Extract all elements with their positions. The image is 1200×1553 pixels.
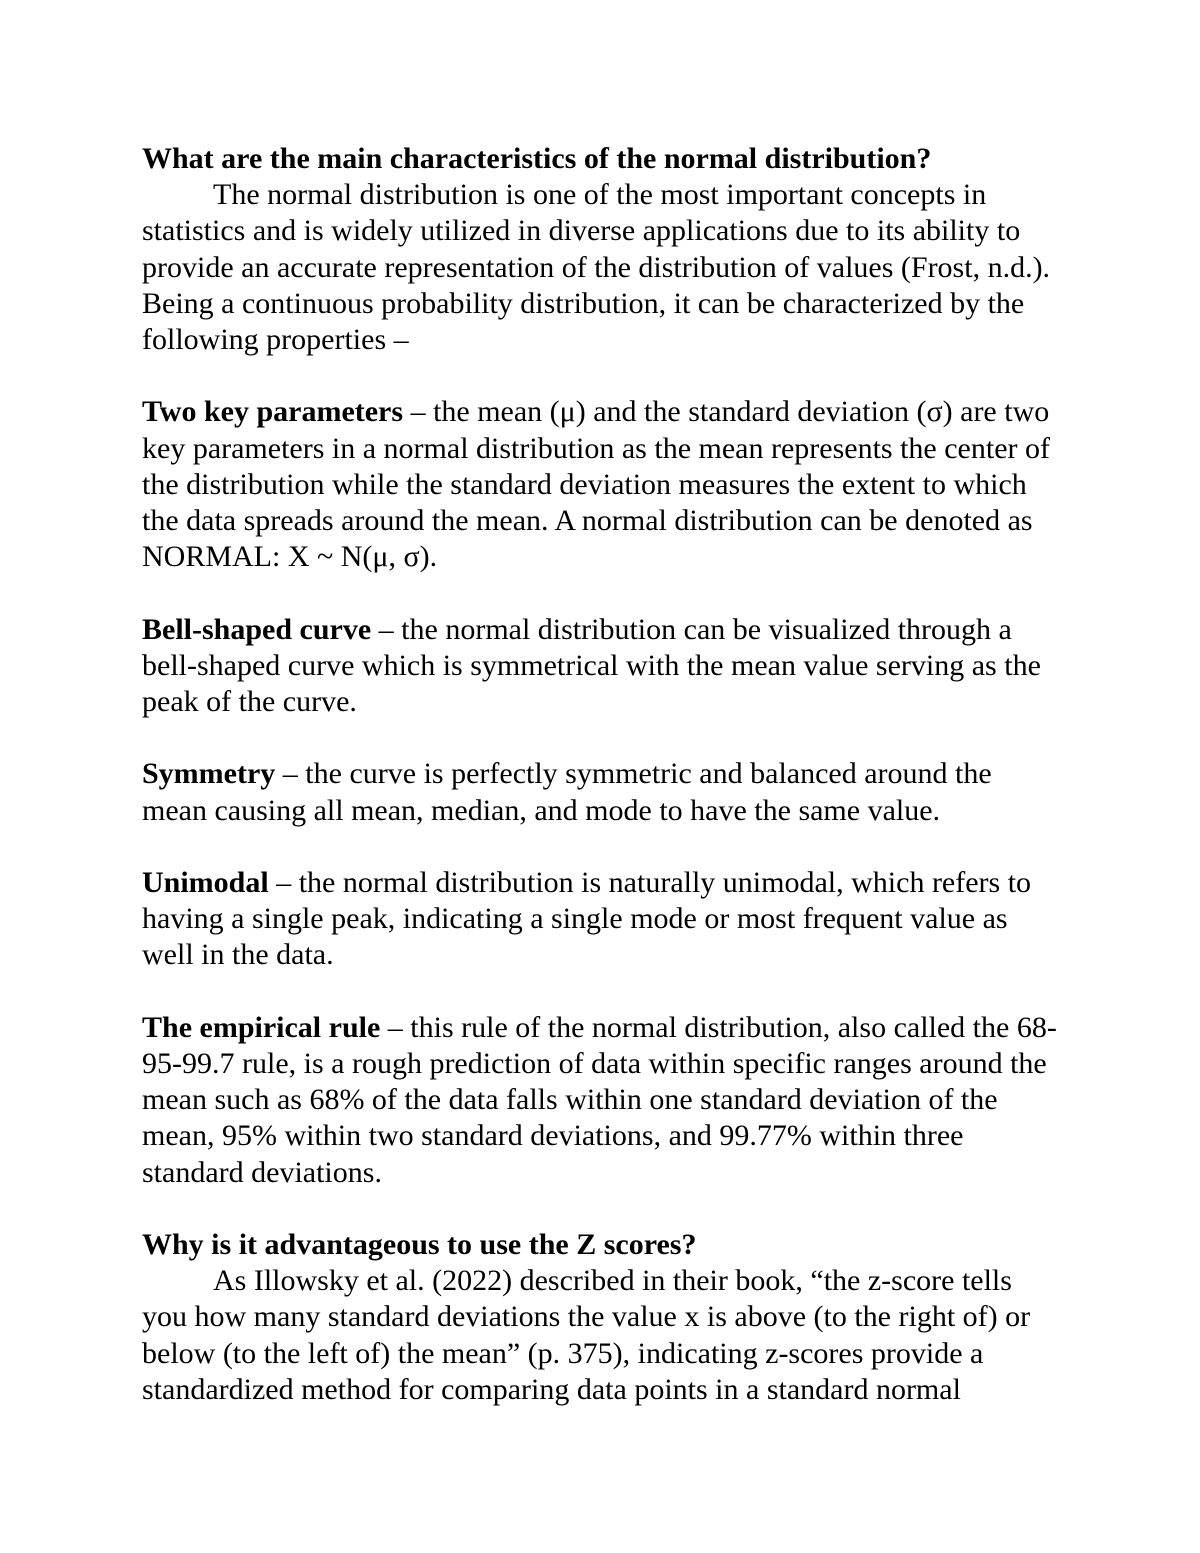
paragraph-spacer (142, 829, 1062, 865)
property-paragraph-empirical-rule (142, 1010, 1062, 1191)
property-text: – the normal distribution is naturally unimodal, which refers to having a single peak, indicating a single mode or most frequent value as well in the data. (142, 866, 1032, 972)
property-text: – this rule of the normal distribution, also called the 68-95-99.7 rule, is a rough prediction of data within specific ranges around the mean such as 68% of the data falls within one standard deviation of the mean, 95% within two standard deviations, and 99.77% within three standard deviations. (142, 1010, 1057, 1189)
property-text: – the curve is perfectly symmetric and balanced around the mean causing all mean, median, and mode to have the same value. (142, 757, 992, 827)
z-score-paragraph: As Illowsky et al. (2022) described in their book, “the z-score tells you how many standard deviations the value x is above (to the right of) or below (to the left of) the mean” (p. 375), indicating z-scores provide a standardized method for comparing data points in a standard normal (142, 1264, 1031, 1406)
intro-paragraph: The normal distribution is one of the most important concepts in statistics and is widely utilized in diverse applications due to its ability to provide an accurate representation of the distribution of values (Frost, n.d.). Being a continuous probability distribution, it can be characterized by the following properties – (142, 178, 1051, 357)
property-term: Symmetry (142, 757, 276, 791)
paragraph-spacer (142, 974, 1062, 1010)
property-term: Two key parameters (142, 395, 404, 429)
paragraph-spacer (142, 358, 1062, 394)
property-text: – the mean (μ) and the standard deviation (σ) are two key parameters in a normal distribution as the mean represents the center of the distribution while the standard deviation measures the extent to which the data spreads around the mean. A normal distribution can be denoted as NORMAL: X ~ N(μ, σ). (142, 395, 1050, 574)
property-paragraph-unimodal (142, 865, 1062, 974)
property-term: Unimodal (142, 866, 269, 899)
question-heading-normal-distribution: What are the main characteristics of the normal distribution? (142, 142, 932, 175)
paragraph-spacer (142, 1191, 1062, 1227)
property-paragraph-parameters (142, 394, 1062, 575)
property-paragraph-bell-curve (142, 612, 1062, 721)
paragraph-spacer (142, 575, 1062, 611)
property-term: Bell-shaped curve (142, 612, 372, 646)
property-text: – the normal distribution can be visualized through a bell-shaped curve which is symmetrical with the mean value serving as the peak of the curve. (142, 612, 1041, 719)
property-paragraph-symmetry (142, 756, 1062, 828)
document-body (142, 141, 1062, 1408)
paragraph-spacer (142, 720, 1062, 756)
question-heading-z-scores: Why is it advantageous to use the Z scores? (142, 1228, 697, 1261)
property-term: The empirical rule (142, 1010, 381, 1044)
